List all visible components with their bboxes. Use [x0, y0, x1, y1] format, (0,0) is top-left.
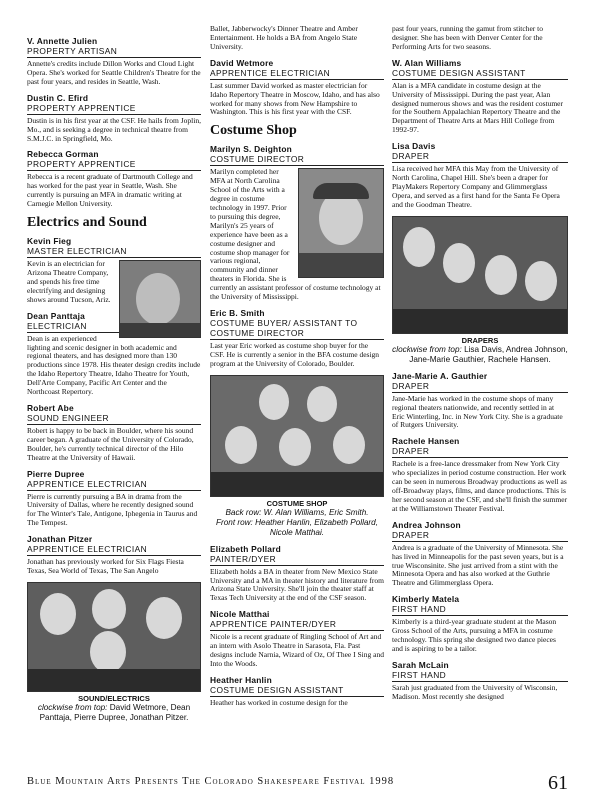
staff-name: Elizabeth Pollard	[210, 543, 281, 554]
caption-names: David Wetmore, Dean Panttaja, Pierre Dupree, Jonathan Pitzer.	[39, 703, 191, 722]
staff-role: FIRST HAND	[392, 604, 568, 616]
staff-bio: Jane-Marie has worked in the costume shops of many regional theaters nationwide, and recently settled in at Eric Winterling, Inc. in New York City. She is a graduate of Rutgers University.	[392, 393, 563, 430]
entry-rachele-hansen	[392, 436, 568, 513]
staff-role: DRAPER	[392, 446, 568, 458]
entry-kimberly-matela	[392, 594, 568, 654]
staff-role: SOUND ENGINEER	[27, 413, 201, 425]
staff-name: David Wetmore	[210, 57, 274, 68]
entry-kevin-fieg	[27, 236, 201, 305]
staff-role: COSTUME DESIGN ASSISTANT	[210, 685, 384, 697]
staff-role: MASTER ELECTRICIAN	[27, 246, 201, 258]
staff-role: APPRENTICE ELECTRICIAN	[210, 68, 384, 80]
drapers-photo	[392, 216, 568, 334]
caption-lead: clockwise from top:	[392, 344, 462, 354]
entry-robert-abe	[27, 403, 201, 463]
footer-text: Blue Mountain Arts Presents The Colorado Shakespeare Festival 1998	[27, 776, 395, 787]
photo-caption-title: SOUND/ELECTRICS	[78, 694, 150, 703]
kevin-fieg-photo	[119, 260, 201, 338]
staff-bio: Pierre is currently pursuing a BA in drama from the University of Dallas, where he recently designed sound for The Winter's Tale, Antigone, Iphegenia in Taurus and The Tempest.	[27, 491, 198, 528]
entry-david-wetmore	[210, 58, 384, 118]
staff-bio: Lisa received her MFA this May from the University of North Carolina, Chapel Hill. She's been a draper for PlayMakers Repertory Company and Glimmerglass Opera, and served as a first hand for the Santa Fe Opera and the Goodman Theatre.	[392, 164, 560, 209]
staff-role: APPRENTICE ELECTRICIAN	[27, 544, 201, 556]
entry-lisa-davis	[392, 141, 568, 210]
section-title-costume: Costume Shop	[210, 123, 297, 139]
caption-names: Lisa Davis, Andrea Johnson, Jane-Marie Gauthier, Rachele Hansen.	[409, 344, 568, 364]
entry-pierre-dupree	[27, 469, 201, 529]
caption-lead: clockwise from top:	[37, 703, 108, 712]
staff-name: Robert Abe	[27, 402, 74, 413]
entry-heather-hanlin	[210, 675, 384, 708]
staff-name: Rachele Hansen	[392, 436, 460, 447]
staff-role: APPRENTICE ELECTRICIAN	[27, 479, 201, 491]
staff-name: Eric B. Smith	[210, 307, 265, 318]
staff-bio: Kevin is an electrician for Arizona Theatre Company, and spends his free time electrifying and designing shows around Tucson, Ariz.	[27, 259, 111, 304]
photo-caption	[392, 345, 568, 365]
entry-eric-smith	[210, 308, 384, 369]
staff-bio: Annette's credits include Dillon Works and Cloud Light Opera. She's worked for Seattle Children's Theatre for the past four years, and resides in Seattle, Wash.	[27, 59, 201, 86]
staff-bio: Alan is a MFA candidate in costume design at the University of Mississippi. During the past year, Alan designed numerous shows and was the resident costumer for the Southern Appalachian Repertory Theatre and the Department of Theatre Arts at Mars Hill College from 1992-97.	[392, 80, 564, 135]
staff-bio: Kimberly is a third-year graduate student at the Mason Gross School of the Arts, pursuing a MFA in costume technology. This spring she designed two dance pieces and is aspiring to be a tailor.	[392, 617, 557, 653]
continued-bio: past four years, running the gamut from stitcher to designer. She has been with Denver Center for the Performing Arts for two seasons.	[392, 24, 544, 51]
photo-caption	[27, 703, 201, 723]
costume-shop-photo	[210, 375, 384, 497]
staff-bio: Andrea is a graduate of the University of Minnesota. She has lived in Minneapolis for the past seven years, but is a true Wisconsinite. She just arrived from a stint with the Minnesota Opera and has also worked at the Guthrie Theatre and Glimmerglass Opera.	[392, 542, 564, 588]
staff-role: PAINTER/DYER	[210, 554, 384, 566]
staff-role: PROPERTY ARTISAN	[27, 46, 201, 58]
column-right	[392, 0, 568, 708]
staff-role: DRAPER	[392, 530, 568, 542]
staff-name: Kevin Fieg	[27, 236, 72, 247]
staff-role: FIRST HAND	[392, 670, 568, 682]
entry-dustin-efird	[27, 93, 201, 144]
staff-bio: Jonathan has previously worked for Six Flags Fiesta Texas, Sea World of Texas, The San Angelo	[27, 557, 184, 576]
staff-bio: Nicole is a recent graduate of Ringling School of Art and an intern with Asolo Theatre in Sarasota, Fla. Past designs include Narnia, Wizard of Oz, Of Thee I Sing and Into the Woods.	[210, 632, 384, 668]
entry-sarah-mclain	[392, 660, 568, 702]
staff-name: Jonathan Pitzer	[27, 534, 93, 545]
entry-jane-marie-gauthier	[392, 371, 568, 431]
staff-name: Rebecca Gorman	[27, 149, 99, 160]
staff-bio: Last summer David worked as master electrician for Idaho Repertory Theatre in Moscow, Idaho, and has also worked for many shows from New Hampshire to Washington. This is his first year with the CSF.	[210, 80, 380, 117]
staff-role: ELECTRICIAN	[27, 321, 201, 333]
staff-name: Dean Panttaja	[27, 310, 85, 321]
staff-role: APPRENTICE PAINTER/DYER	[210, 619, 384, 631]
staff-role: DRAPER	[392, 381, 568, 393]
entry-marilyn-deighton	[210, 144, 384, 302]
staff-bio: Elizabeth holds a BA in theater from New Mexico State University and a MA in theater history and literature from Arizona State University. She'll join the theater staff at Texas Tech University at the end of the CSF season.	[210, 566, 384, 603]
photo-caption-line1: Back row: W. Alan Williams, Eric Smith.	[225, 507, 369, 517]
staff-role: PROPERTY APPRENTICE	[27, 103, 201, 115]
photo-caption-title: COSTUME SHOP	[266, 498, 328, 508]
page-footer	[27, 772, 568, 796]
staff-role: COSTUME DESIGN ASSISTANT	[392, 68, 568, 80]
staff-bio: Dustin is in his first year at the CSF. He hails from Joplin, Mo., and is seeking a degree in technical theatre from S.M.J.C. in Springfield, Mo.	[27, 115, 201, 143]
staff-bio: Rachele is a free-lance dressmaker from New York City who specializes in period costume construction. Her work can be seen in numerous Broadway productions as well as off-Broadway plays, films, and dance productions. This is her second season at the CSF, and she'll finish the summer at the Williamstown Theater Festival.	[392, 459, 568, 513]
column-middle	[210, 0, 384, 714]
continued-bio: Ballet, Jabberwocky's Dinner Theatre and Amber Entertainment. He holds a BA from Angelo State University.	[210, 24, 358, 51]
staff-name: Kimberly Matela	[392, 594, 460, 605]
entry-andrea-johnson	[392, 520, 568, 589]
section-title-electrics: Electrics and Sound	[27, 215, 147, 231]
entry-nicole-matthai	[210, 609, 384, 669]
sound-electrics-photo	[27, 582, 201, 692]
entry-elizabeth-pollard	[210, 544, 384, 604]
staff-role: DRAPER	[392, 151, 568, 163]
staff-name: Dustin C. Efird	[27, 92, 89, 103]
staff-name: Marilyn S. Deighton	[210, 144, 292, 155]
staff-bio: Last year Eric worked as costume shop buyer for the CSF. He is currently a senior in the BFA costume design program at the University of Colorado, Boulder.	[210, 340, 380, 368]
photo-caption-line2: Front row: Heather Hanlin, Elizabeth Pollard, Nicole Matthai.	[215, 517, 378, 537]
staff-name: V. Annette Julien	[27, 36, 98, 46]
staff-role: COSTUME BUYER/ ASSISTANT TO COSTUME DIRECTOR	[210, 318, 384, 340]
staff-role: PROPERTY APPRENTICE	[27, 159, 201, 171]
staff-name: Jane-Marie A. Gauthier	[392, 370, 488, 381]
staff-bio: Robert is happy to be back in Boulder, where his sound career began. A graduate of the University of Colorado, Boulder, he's currently technical director of the Hilo Theatre at the University of Hawaii.	[27, 425, 194, 462]
staff-name: Pierre Dupree	[27, 468, 85, 479]
staff-bio: Sarah just graduated from the University of Wisconsin, Madison. Most recently she designed	[392, 682, 558, 701]
staff-name: Nicole Matthai	[210, 609, 270, 620]
column-left	[27, 0, 201, 723]
page-number: 61	[548, 772, 568, 794]
staff-bio: Heather has worked in costume design for the	[210, 697, 348, 707]
entry-jonathan-pitzer	[27, 534, 201, 576]
staff-bio: Marilyn completed her MFA at North Carolina School of the Arts with a degree in costume technology in 1997. Prior to pursuing this degree, Marilyn's 25 years of experience have been as a costume designer and costume shop manager for various regional, community and dinner theaters in Florida. She is currently an assistant professor of costume technology at the University of Mississippi.	[210, 167, 381, 302]
entry-annette-julien	[27, 36, 201, 87]
staff-name: Heather Hanlin	[210, 674, 272, 685]
staff-name: W. Alan Williams	[392, 57, 462, 68]
staff-bio: Dean is an experienced lighting and scenic designer in both academic and regional theaters, and has designed more than 130 productions since 1978. His theater design credits include the Idaho Repertory Theatre, Idaho Theatre for Youth, Dell'Arte Company, Pacific Art Center and the Northcoast Repertory.	[27, 333, 201, 397]
entry-rebecca-gorman	[27, 149, 201, 209]
staff-name: Sarah McLain	[392, 659, 449, 670]
staff-name: Andrea Johnson	[392, 519, 461, 530]
staff-role: COSTUME DIRECTOR	[210, 154, 384, 166]
marilyn-deighton-photo	[298, 168, 384, 278]
staff-name: Lisa Davis	[392, 141, 436, 152]
entry-alan-williams	[392, 58, 568, 135]
staff-bio: Rebecca is a recent graduate of Dartmouth College and has worked for the past year in Seattle, Wash. She currently is pursuing an MFA in dramatic writing at Carnegie Mellon University.	[27, 172, 193, 209]
photo-caption-title: DRAPERS	[461, 335, 499, 345]
